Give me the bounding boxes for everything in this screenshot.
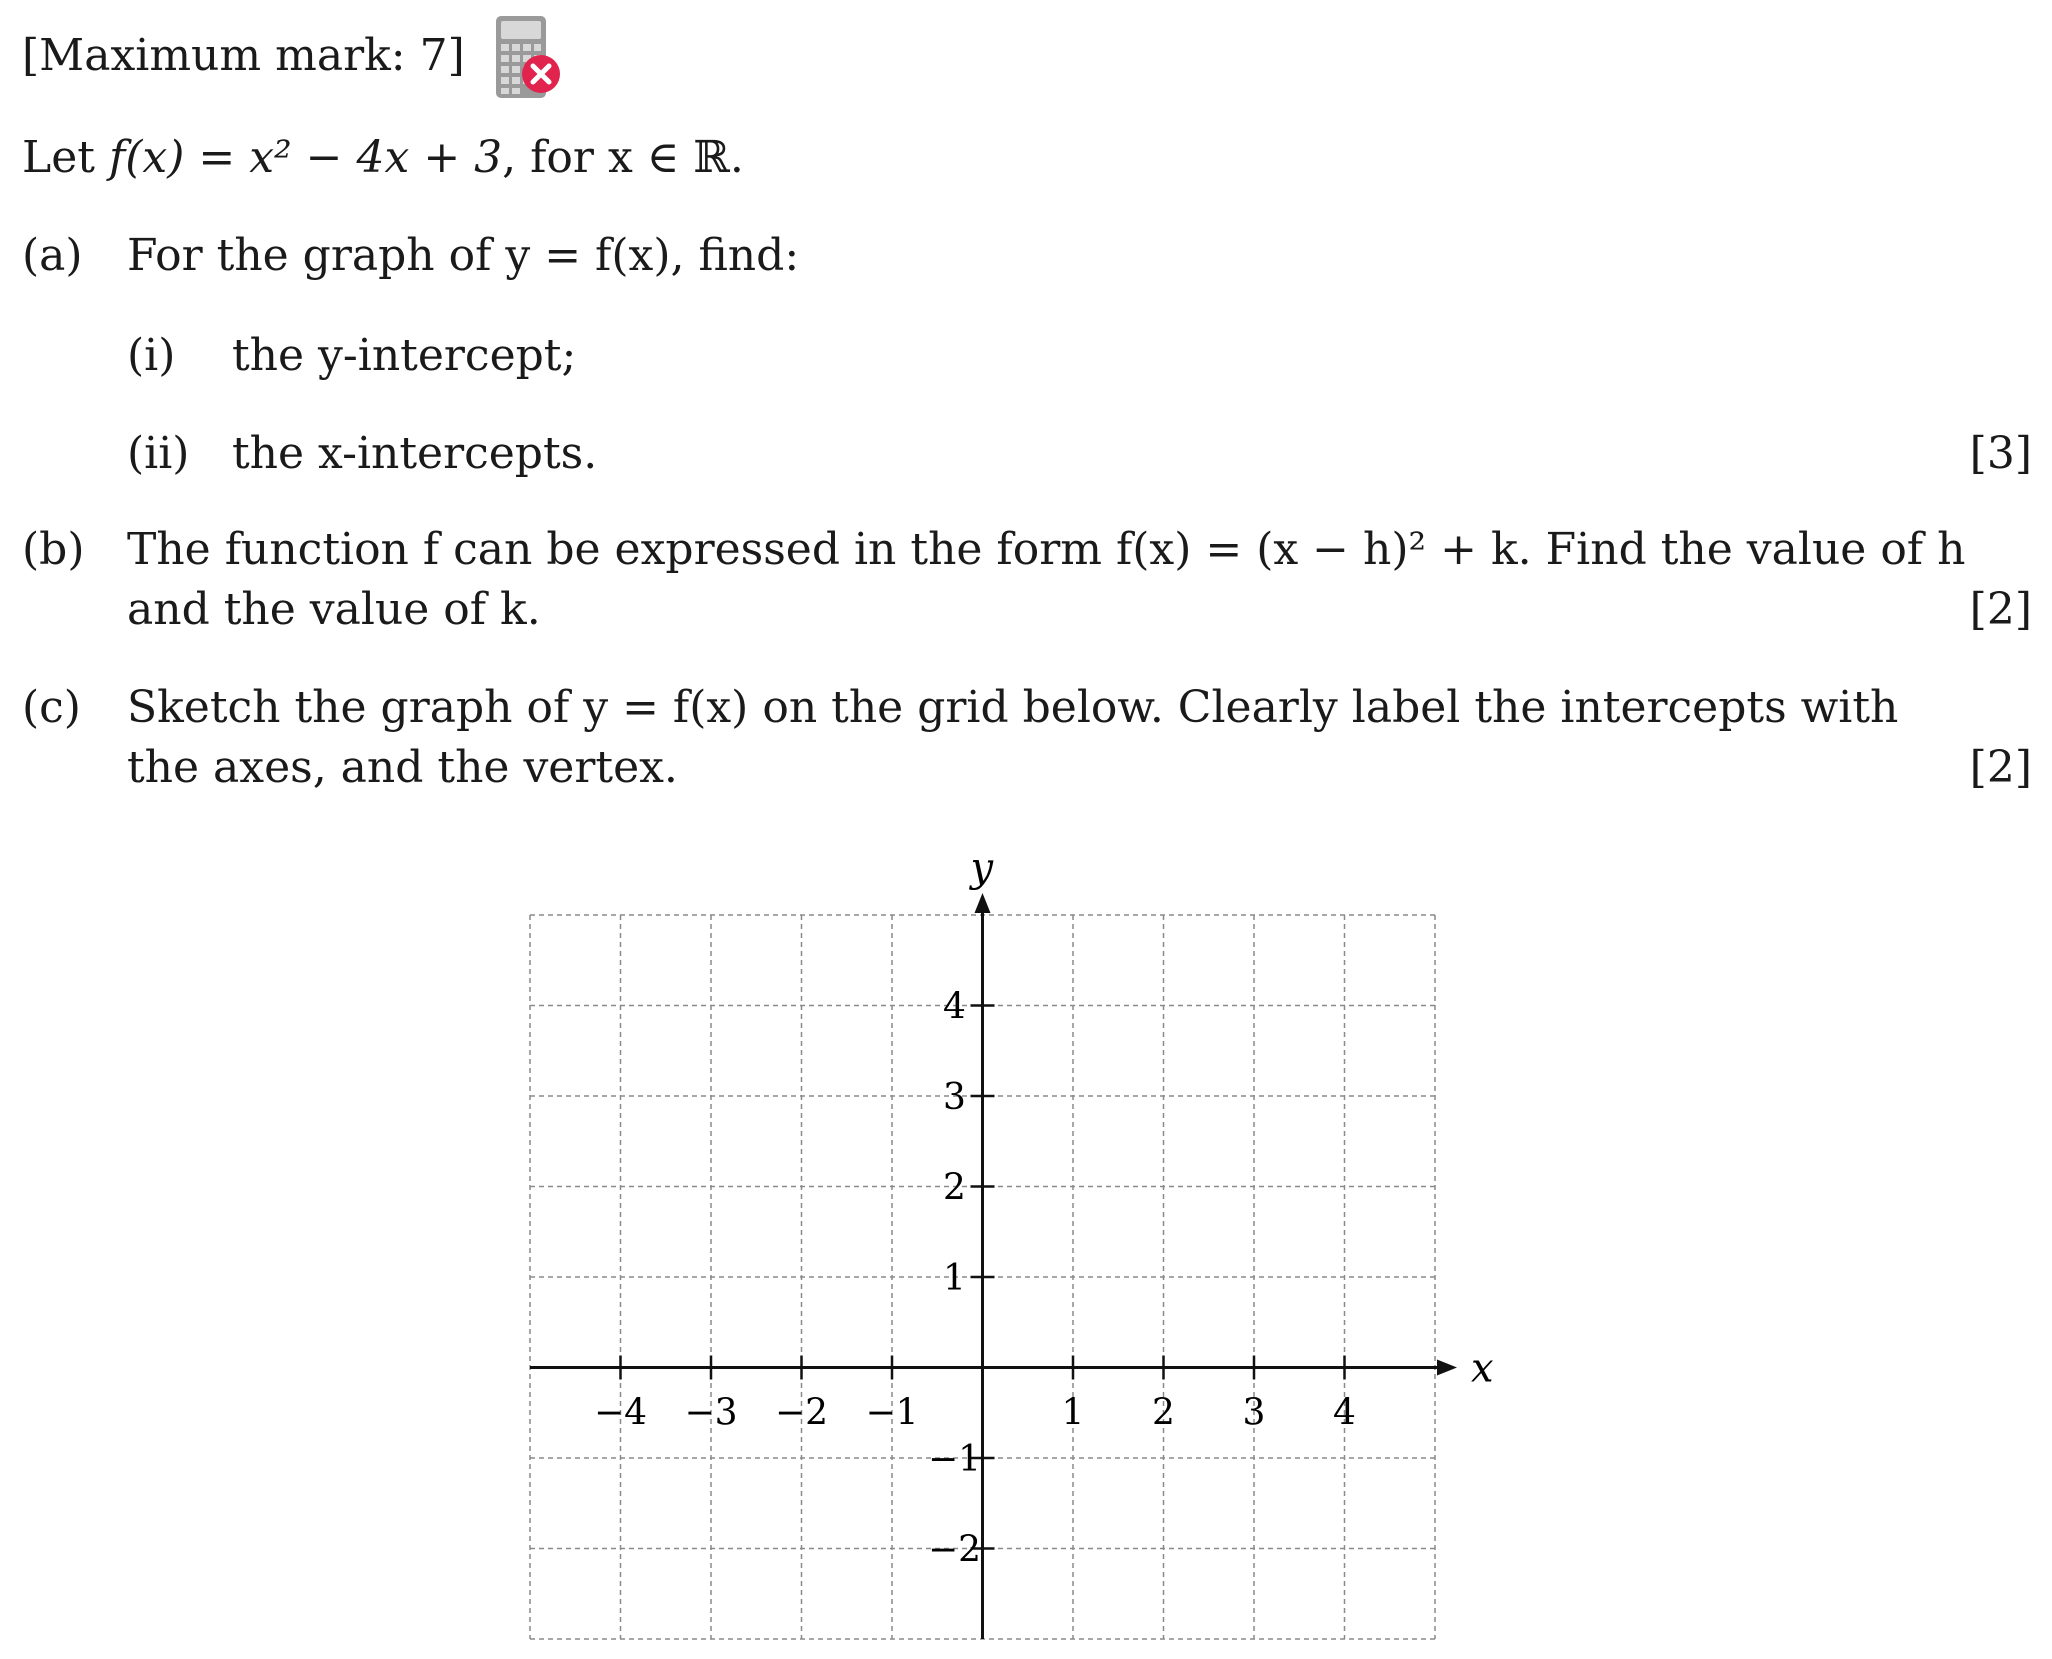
part-a-i-text: the y-intercept; [232, 330, 577, 381]
x-tick-label: −3 [684, 1392, 738, 1434]
y-tick-label: 1 [943, 1258, 966, 1299]
intro-line [22, 132, 744, 184]
max-mark: [Maximum mark: 7] [22, 30, 465, 81]
x-axis-arrow [1437, 1360, 1457, 1376]
y-axis-label: y [970, 845, 994, 891]
intro-let: Let [22, 132, 95, 183]
part-c-line1: Sketch the graph of y = f(x) on the grid below. Clearly label the intercepts with [127, 682, 1899, 733]
y-tick-label: −2 [927, 1529, 982, 1571]
part-a-ii-text: the x-intercepts. [232, 428, 598, 479]
x-tick-label: 4 [1333, 1392, 1356, 1434]
part-b-line2: and the value of k. [127, 584, 541, 635]
part-a-marks: [3] [1969, 428, 2032, 479]
x-tick-label: −4 [593, 1392, 648, 1434]
answer-grid[interactable] [480, 845, 1520, 1655]
y-tick-label: 3 [943, 1077, 966, 1118]
x-tick-label: −1 [865, 1392, 919, 1434]
part-a-label: (a) [22, 230, 83, 281]
intro-domain: , for x ∈ ℝ. [502, 132, 744, 183]
calculator-not-allowed-icon [492, 14, 562, 104]
x-tick-label: 2 [1152, 1392, 1175, 1434]
y-tick-label: −1 [927, 1439, 982, 1480]
x-tick-label: 3 [1242, 1392, 1266, 1434]
x-tick-label: 1 [1061, 1392, 1085, 1434]
part-a-i-label: (i) [127, 330, 176, 381]
part-a-text: For the graph of y = f(x), find: [127, 230, 800, 281]
part-c-label: (c) [22, 682, 81, 733]
y-axis-arrow [975, 893, 991, 913]
part-b-marks: [2] [1969, 584, 2032, 635]
part-a-ii-label: (ii) [127, 428, 190, 479]
part-c-line2: the axes, and the vertex. [127, 742, 678, 793]
y-tick-label: 4 [943, 986, 966, 1028]
part-b-label: (b) [22, 524, 85, 575]
y-tick-label: 2 [943, 1167, 966, 1209]
part-c-marks: [2] [1969, 742, 2032, 793]
x-tick-label: −2 [774, 1392, 829, 1434]
x-axis-label: x [1471, 1345, 1494, 1392]
intro-function: f(x) = x² − 4x + 3 [108, 132, 503, 183]
part-b-line1: The function f can be expressed in the form f(x) = (x − h)² + k. Find the value of h [127, 524, 1966, 575]
